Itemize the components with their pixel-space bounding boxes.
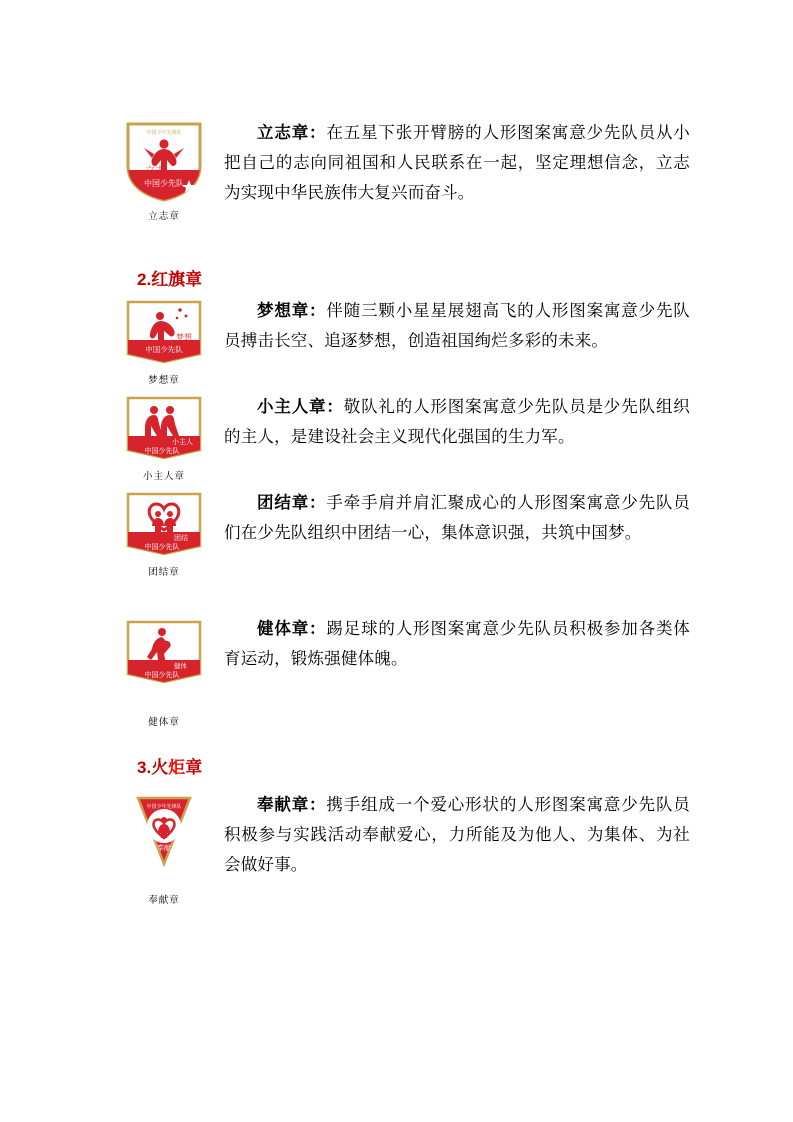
flag-badge-icon: [114, 488, 214, 560]
badge-entry-mengxiang: [104, 296, 690, 392]
badge-description-mengxiang: [224, 296, 690, 356]
badge-column: [104, 118, 224, 222]
badge-bottom-text: 中国少先队: [144, 179, 184, 188]
section-heading-hongqizhang: [137, 266, 690, 294]
badge-inner-label: 健体: [174, 663, 187, 670]
badge-caption-mengxiang: 梦想章: [148, 375, 180, 386]
badge-entry-lizhi: [104, 118, 690, 258]
section-number: 3.: [137, 758, 152, 777]
badge-description-body: 踢足球的人形图案寓意少先队员积极参加各类体育运动，锻炼强健体魄。: [224, 620, 690, 668]
badge-entry-fengxian: [104, 784, 690, 904]
badge-top-text: 中国少年先锋队: [146, 804, 182, 810]
section-heading-huojuzhang: [137, 754, 690, 782]
badge-top-text: 中国少年先锋队: [146, 130, 182, 136]
badge-description-lead: 小主人章：: [257, 398, 344, 416]
badge-description-xiaozhurenzhang: [224, 392, 690, 452]
badge-image-xiaozhurenzhang: [114, 392, 214, 464]
badge-bottom-text: 中国少先队: [144, 544, 180, 551]
badge-column: [104, 392, 224, 482]
badge-inner-label: 梦想: [176, 333, 192, 342]
section-title-before: 火: [151, 758, 169, 777]
badge-description-body: 携手组成一个爱心形状的人形图案寓意少先队员积极参与实践活动奉献爱心，力所能及为他人、为集体、为社会做好事。: [224, 796, 690, 874]
badge-entry-xiaozhurenzhang: [104, 392, 690, 488]
badge-description-lead: 奉献章：: [257, 796, 327, 814]
badge-image-jianti: [114, 616, 214, 688]
document-content: [104, 118, 690, 904]
badge-description-body: 在五星下张开臂膀的人形图案寓意少先队员从小把自己的志向同祖国和人民联系在一起，坚定理想信念，立志为实现中华民族伟大复兴而奋斗。: [224, 124, 690, 202]
badge-bottom-text: 中国少先队: [144, 448, 180, 455]
badge-caption-fengxian: 奉献章: [148, 895, 180, 906]
badge-caption-lizhi: 立志章: [148, 211, 180, 222]
badge-description-body: 敬队礼的人形图案寓意少先队员是少先队组织的主人，是建设社会主义现代化强国的生力军。: [224, 398, 691, 446]
badge-caption-xiaozhurenzhang: 小主人章: [142, 471, 185, 482]
badge-column: [104, 296, 224, 386]
section-title-after: 章: [185, 758, 203, 777]
badge-column: [104, 488, 224, 578]
badge-inner-label: 奉献: [157, 845, 171, 852]
flag-badge-icon: [114, 392, 214, 464]
badge-description-jianti: [224, 598, 690, 674]
badge-entry-jianti: [104, 598, 690, 728]
badge-image-mengxiang: [114, 296, 214, 368]
section-number: 2.: [137, 270, 152, 289]
badge-bottom-text: 中国少先队: [145, 345, 183, 354]
badge-column: [104, 616, 224, 728]
badge-description-lead: 梦想章：: [257, 302, 327, 320]
badge-description-lizhi: [224, 118, 690, 208]
badge-bottom-text: 中国少先队: [144, 672, 180, 679]
badge-description-body: 伴随三颗小星星展翅高飞的人形图案寓意少先队员搏击长空、追逐梦想，创造祖国绚烂多彩的未来。: [224, 302, 690, 350]
flag-badge-icon: [114, 296, 214, 368]
torch-badge-icon: [114, 792, 214, 870]
section-title-highlight: 炬: [168, 758, 186, 777]
flag-badge-icon: [114, 616, 214, 688]
badge-description-tuanjie: [224, 488, 690, 548]
section-title: 红旗章: [151, 270, 203, 289]
badge-inner-label: 立志: [145, 166, 165, 177]
badge-caption-tuanjie: 团结章: [148, 567, 180, 578]
badge-description-lead: 团结章：: [257, 494, 327, 512]
shield-badge-icon: [114, 118, 214, 204]
badge-description-lead: 健体章：: [257, 620, 327, 638]
badge-image-lizhi: [114, 118, 214, 204]
badge-inner-label: 团结: [174, 535, 188, 542]
badge-caption-jianti: 健体章: [148, 717, 180, 728]
badge-description-body: 手牵手肩并肩汇聚成心的人形图案寓意少先队员们在少先队组织中团结一心，集体意识强，共筑中国梦。: [224, 494, 690, 542]
badge-image-tuanjie: [114, 488, 214, 560]
badge-description-fengxian: [224, 784, 690, 880]
badge-description-lead: 立志章：: [257, 124, 327, 142]
badge-image-fengxian: [114, 792, 214, 870]
badge-entry-tuanjie: [104, 488, 690, 598]
badge-inner-label: 小主人: [172, 439, 193, 446]
badge-column: [104, 792, 224, 906]
